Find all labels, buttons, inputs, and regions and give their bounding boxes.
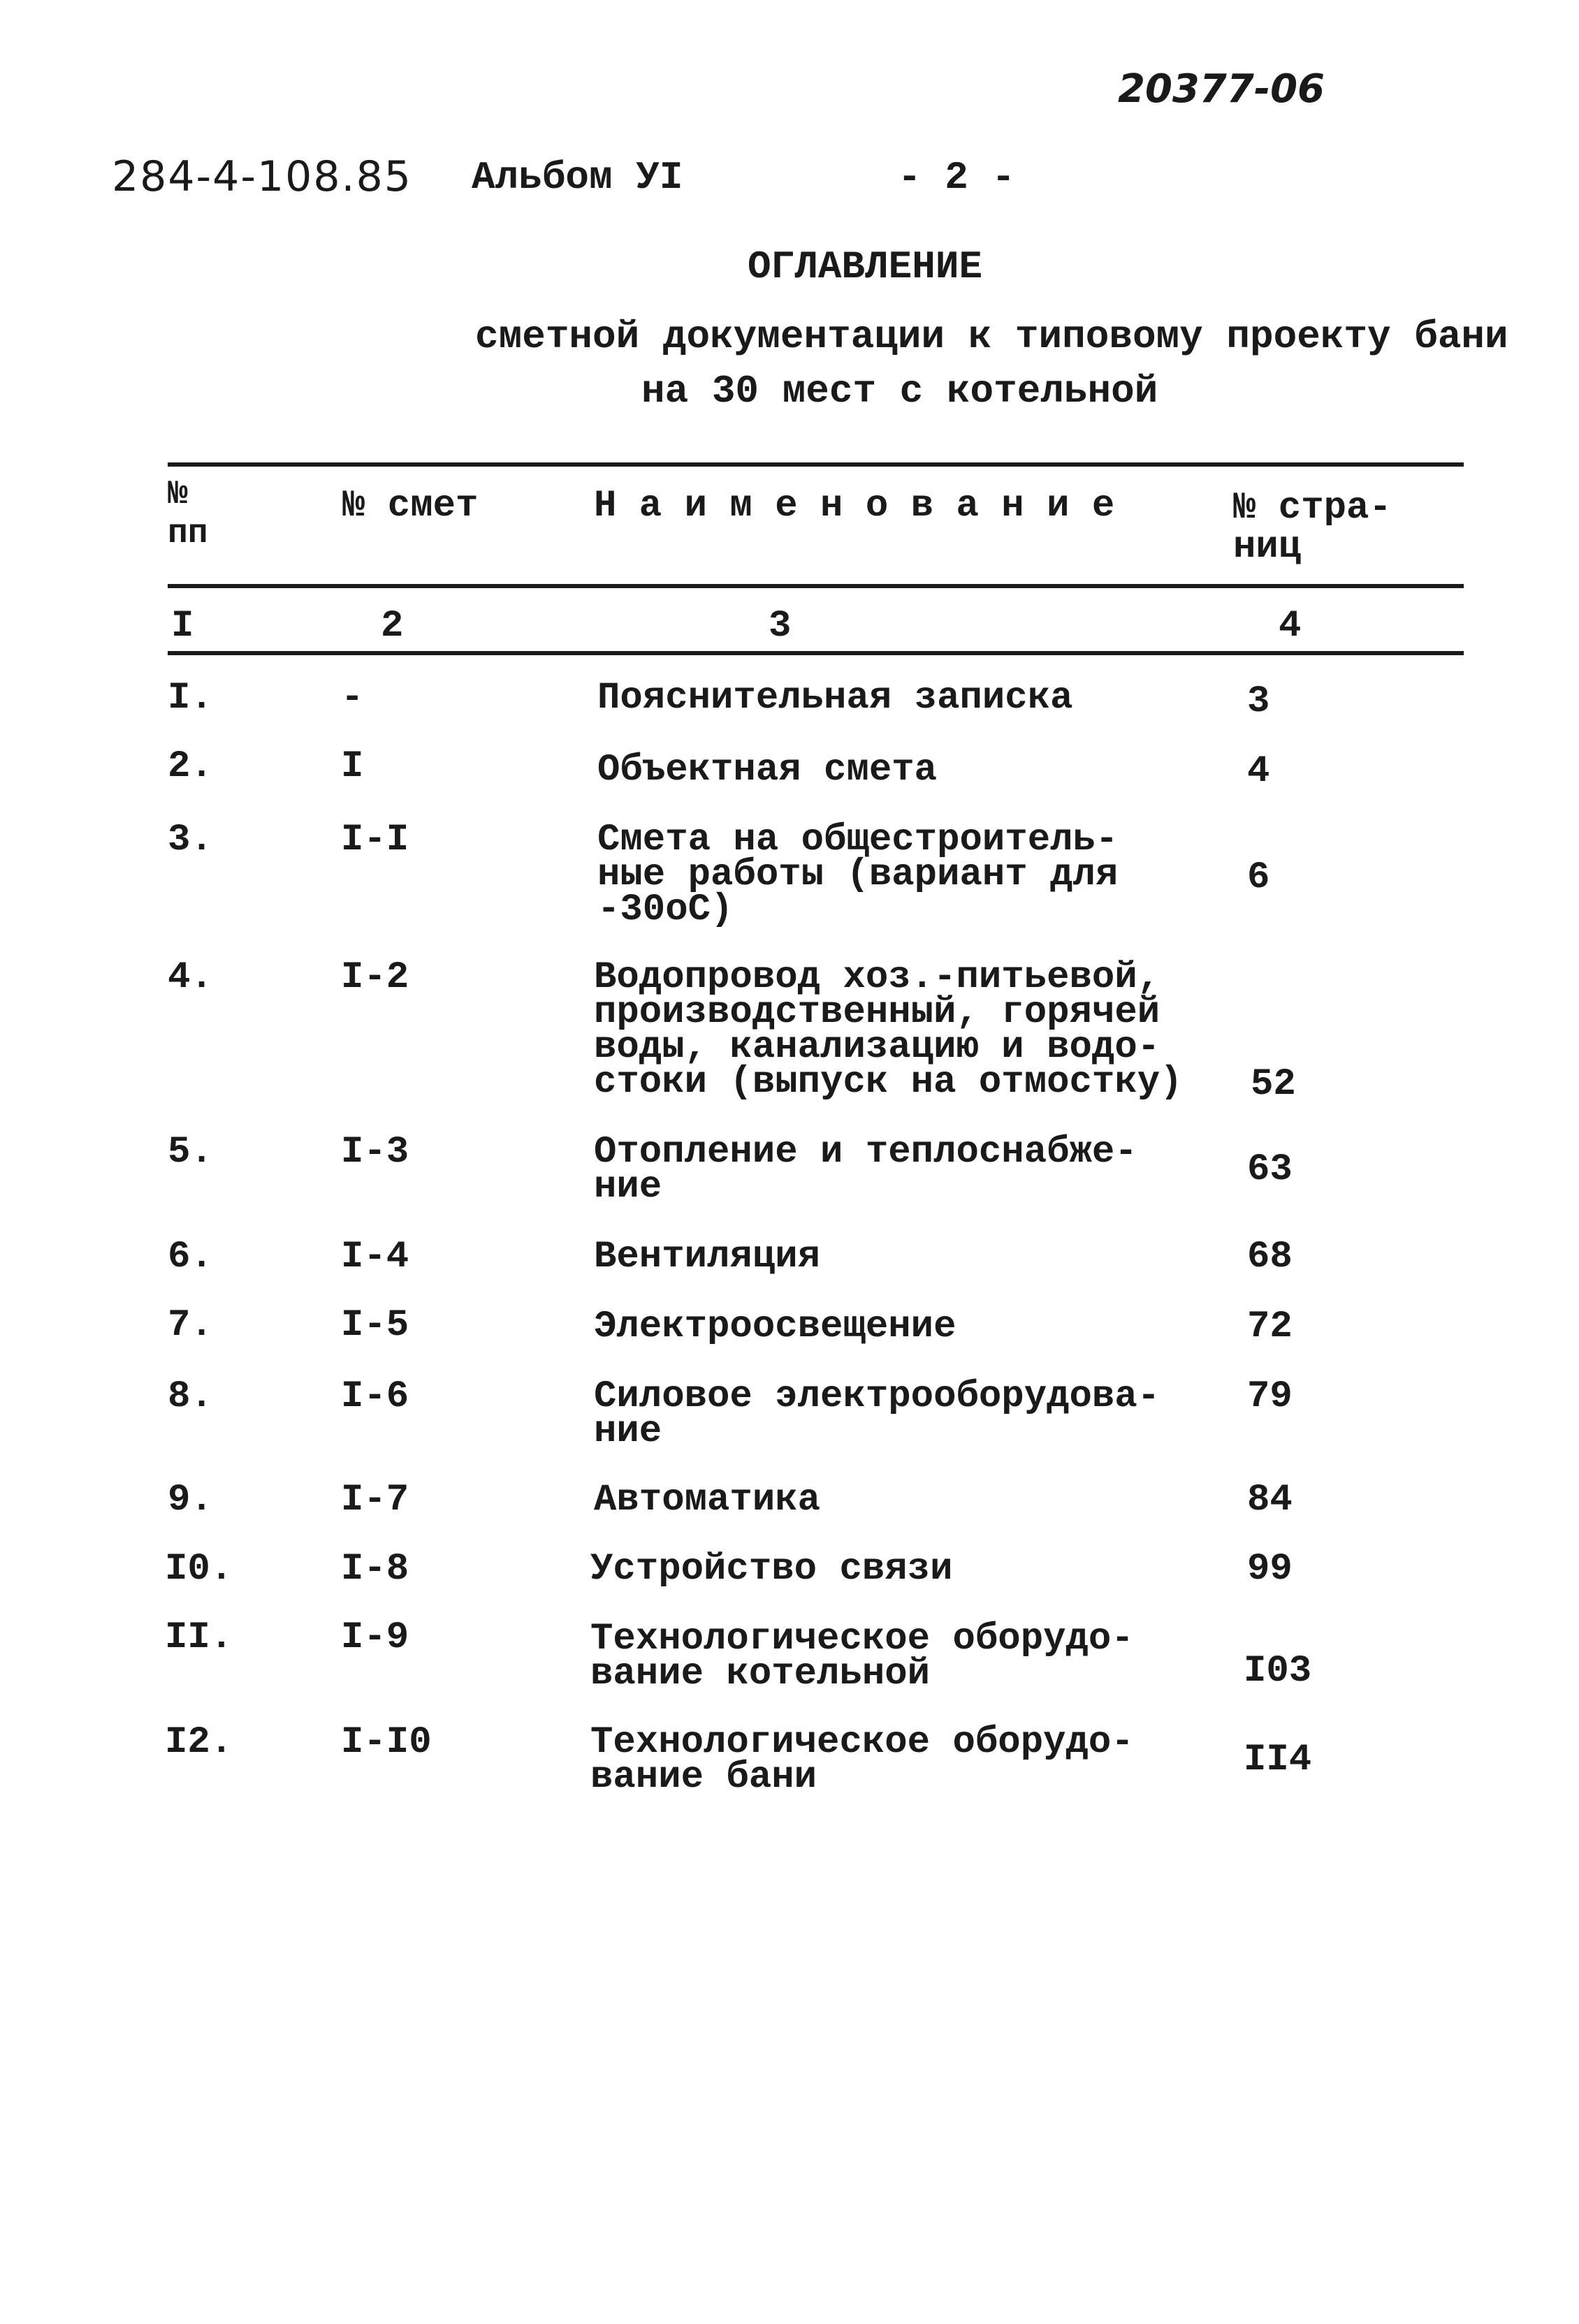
header-page: № стра- ниц xyxy=(1233,487,1392,569)
row-page: 68 xyxy=(1247,1236,1293,1278)
row-num: 6. xyxy=(168,1236,213,1278)
row-name: Электроосвещение xyxy=(594,1306,956,1348)
row-page: I03 xyxy=(1244,1650,1312,1693)
row-num: 3. xyxy=(168,819,213,861)
title-subtitle-line1: сметной документации к типовому проекту бани xyxy=(475,314,1508,359)
page-number: - 2 - xyxy=(898,155,1016,200)
row-page: II4 xyxy=(1244,1739,1312,1781)
page-title: ОГЛАВЛЕНИЕ xyxy=(748,244,983,289)
project-code: 284-4-108.85 xyxy=(112,152,412,201)
row-num: II. xyxy=(165,1616,233,1659)
row-page: 79 xyxy=(1247,1375,1293,1418)
row-num: 9. xyxy=(168,1479,213,1521)
row-name: Пояснительная записка xyxy=(597,677,1073,719)
row-estimate: I-5 xyxy=(341,1304,409,1347)
row-num: 5. xyxy=(168,1131,213,1174)
row-estimate: I-6 xyxy=(341,1375,409,1418)
row-num: 4. xyxy=(168,956,213,999)
row-page: 3 xyxy=(1247,680,1270,723)
row-page: 72 xyxy=(1247,1306,1293,1348)
row-num: I0. xyxy=(165,1548,233,1591)
row-estimate: I-2 xyxy=(341,956,409,999)
row-estimate: I-9 xyxy=(341,1616,409,1659)
row-name: Технологическое оборудо- вание бани xyxy=(590,1721,1134,1799)
album-label: Альбом УI xyxy=(472,155,683,200)
header-estimate: № смет xyxy=(342,485,479,527)
row-estimate: I-8 xyxy=(341,1548,409,1591)
row-page: 63 xyxy=(1247,1148,1293,1191)
row-page: 6 xyxy=(1247,856,1270,899)
colnum-3: 3 xyxy=(769,605,792,648)
row-name: Силовое электрооборудова- ние xyxy=(594,1375,1160,1453)
row-num: I. xyxy=(168,677,213,719)
row-page: 84 xyxy=(1247,1479,1293,1521)
row-num: 2. xyxy=(168,745,213,788)
row-estimate: I xyxy=(341,745,364,788)
row-estimate: I-I0 xyxy=(341,1721,432,1764)
row-num: 8. xyxy=(168,1375,213,1418)
row-num: 7. xyxy=(168,1304,213,1347)
colnum-1: I xyxy=(171,605,194,648)
row-name: Смета на общестроитель- ные работы (вариант для -30оС) xyxy=(597,819,1119,931)
header-name: Н а и м е н о в а н и е xyxy=(594,485,1115,527)
row-page: 52 xyxy=(1251,1063,1296,1106)
row-name: Автоматика xyxy=(594,1479,821,1521)
table-header-rule xyxy=(168,584,1464,588)
row-name: Водопровод хоз.-питьевой, производственный, горячей воды, канализацию и водо- стоки (выпуск на отмостку) xyxy=(594,956,1183,1104)
colnum-4: 4 xyxy=(1279,605,1302,648)
row-estimate: I-I xyxy=(341,819,409,861)
table-colnum-rule xyxy=(168,651,1464,655)
row-page: 99 xyxy=(1247,1548,1293,1591)
row-estimate: I-3 xyxy=(341,1131,409,1174)
document-stamp: 20377-06 xyxy=(1118,66,1325,112)
row-num: I2. xyxy=(165,1721,233,1764)
colnum-2: 2 xyxy=(381,605,404,648)
row-page: 4 xyxy=(1247,750,1270,793)
row-name: Отопление и теплоснабже- ние xyxy=(594,1131,1137,1208)
row-name: Объектная смета xyxy=(597,749,938,791)
row-estimate: - xyxy=(341,677,364,719)
table-top-rule xyxy=(168,462,1464,467)
row-name: Технологическое оборудо- вание котельной xyxy=(590,1618,1134,1695)
row-name: Устройство связи xyxy=(590,1548,953,1591)
row-estimate: I-4 xyxy=(341,1236,409,1278)
header-num: № пп xyxy=(168,476,208,553)
row-name: Вентиляция xyxy=(594,1236,821,1278)
row-estimate: I-7 xyxy=(341,1479,409,1521)
title-subtitle-line2: на 30 мест с котельной xyxy=(641,369,1158,414)
